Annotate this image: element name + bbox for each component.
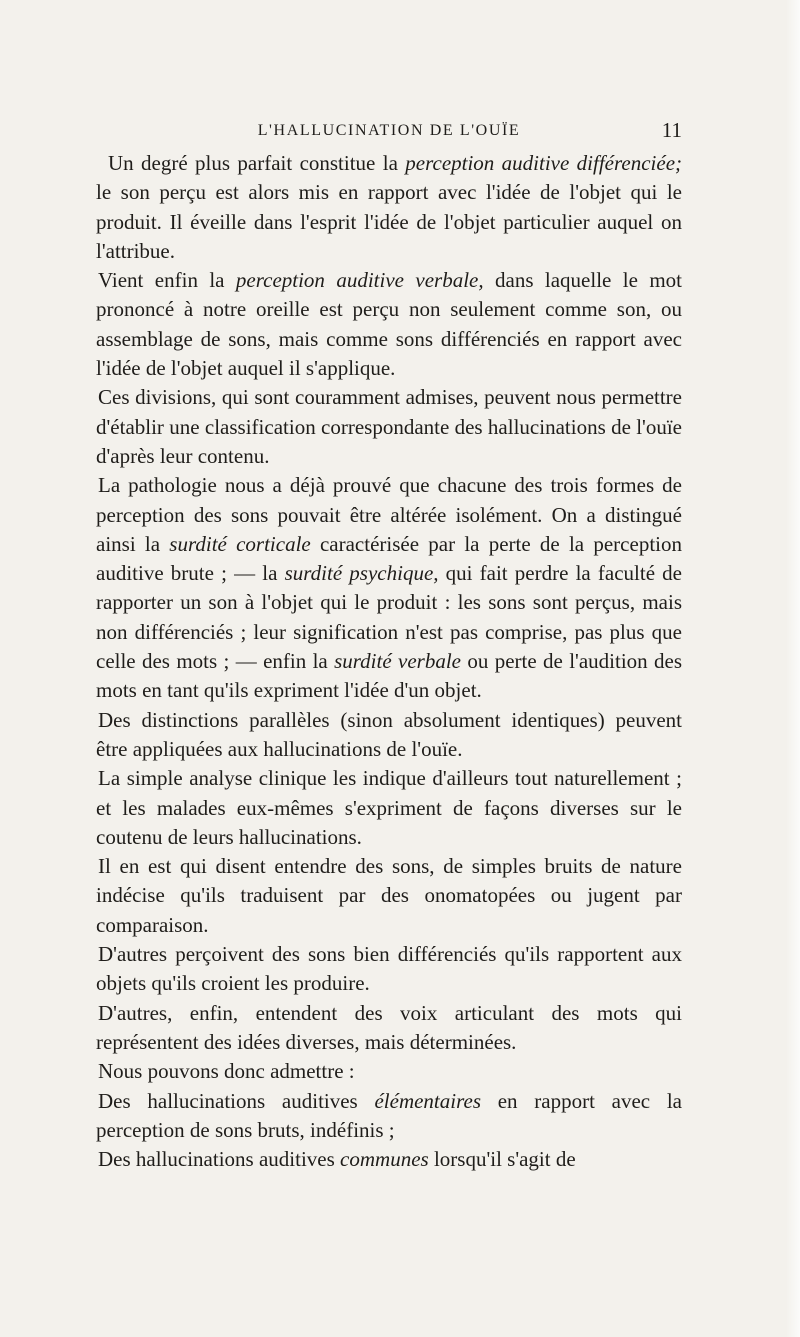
text-run: La pathologie nous a déjà prouvé que chacune des trois formes de perception des sons pouvait être altérée isolément. On a distingué ainsi la [96,473,682,556]
paragraph: La simple analyse clinique les indique d'ailleurs tout naturellement ; et les malades eux-mêmes s'expriment de façons diverses sur le coutenu de leurs hallucinations. [96,766,682,849]
text-run: le son perçu est alors mis en rapport avec l'idée de l'objet qui le produit. Il éveille dans l'esprit l'idée de l'objet particulier auquel on l'attribue. [96,180,682,263]
text-run: ou perte de l'audition des mots en tant qu'ils expriment l'idée d'un objet. [96,649,683,703]
text-run: caractérisée par la perte de la perception auditive brute ; — la [96,531,682,586]
text-run: dans laquelle le mot prononcé à notre oreille est perçu non seulement comme son, ou assemblage de sons, mais comme sons différenciés en rapport avec l'idée de l'objet auquel il s'applique. [96,268,682,381]
paragraph: D'autres, enfin, entendent des voix articulant des mots qui représentent des idées diverses, mais déterminées. [96,1000,682,1054]
text-run: qui fait perdre la faculté de rapporter un son à l'objet qui le produit : les sons sont perçus, mais non différenciés ; leur signification n'est pas comprise, pas plus que celle des mots ; — enfin la [96,561,682,674]
italic-term: communes [340,1147,429,1172]
italic-term: perception auditive différenciée; [405,151,683,175]
paragraph: Des distinctions parallèles (sinon absolument identiques) peuvent être appliquées aux hallucinations de l'ouïe. [96,707,682,761]
italic-term: élémentaires [374,1088,481,1113]
italic-term: surdité psychique, [284,561,439,586]
paragraph: Ces divisions, qui sont couramment admises, peuvent nous permettre d'établir une classification correspondante des hallucinations de l'ouïe d'après leur contenu. [96,385,682,468]
paragraph [96,471,682,705]
paragraph [96,149,682,266]
paragraph [96,266,682,383]
text-run: Des hallucinations auditives [98,1088,375,1113]
running-head [96,118,682,148]
text-run: lorsqu'il s'agit de [428,1147,576,1172]
text-run: Des hallucinations auditives [98,1147,341,1172]
paragraph: Il en est qui disent entendre des sons, de simples bruits de nature indécise qu'ils traduisent par des onomatopées ou jugent par comparaison. [96,854,682,937]
paragraph: D'autres perçoivent des sons bien différenciés qu'ils rapportent aux objets qu'ils croient les produire. [96,942,682,996]
text-run: Vient enfin la [98,268,236,293]
paragraph [96,1145,682,1174]
paragraph [96,1087,682,1146]
paragraph: Nous pouvons donc admettre : [98,1059,355,1084]
page-number: 11 [661,118,682,142]
text-run: Un degré plus parfait constitue la [108,151,406,175]
italic-term: surdité verbale [334,649,461,674]
italic-term: surdité corticale [169,531,311,556]
body-text [96,149,682,1174]
text-run: en rapport avec la perception de sons bruts, indéfinis ; [96,1088,682,1142]
running-title: L'HALLUCINATION DE L'OUÏE [257,122,521,139]
italic-term: perception auditive verbale, [235,268,484,293]
